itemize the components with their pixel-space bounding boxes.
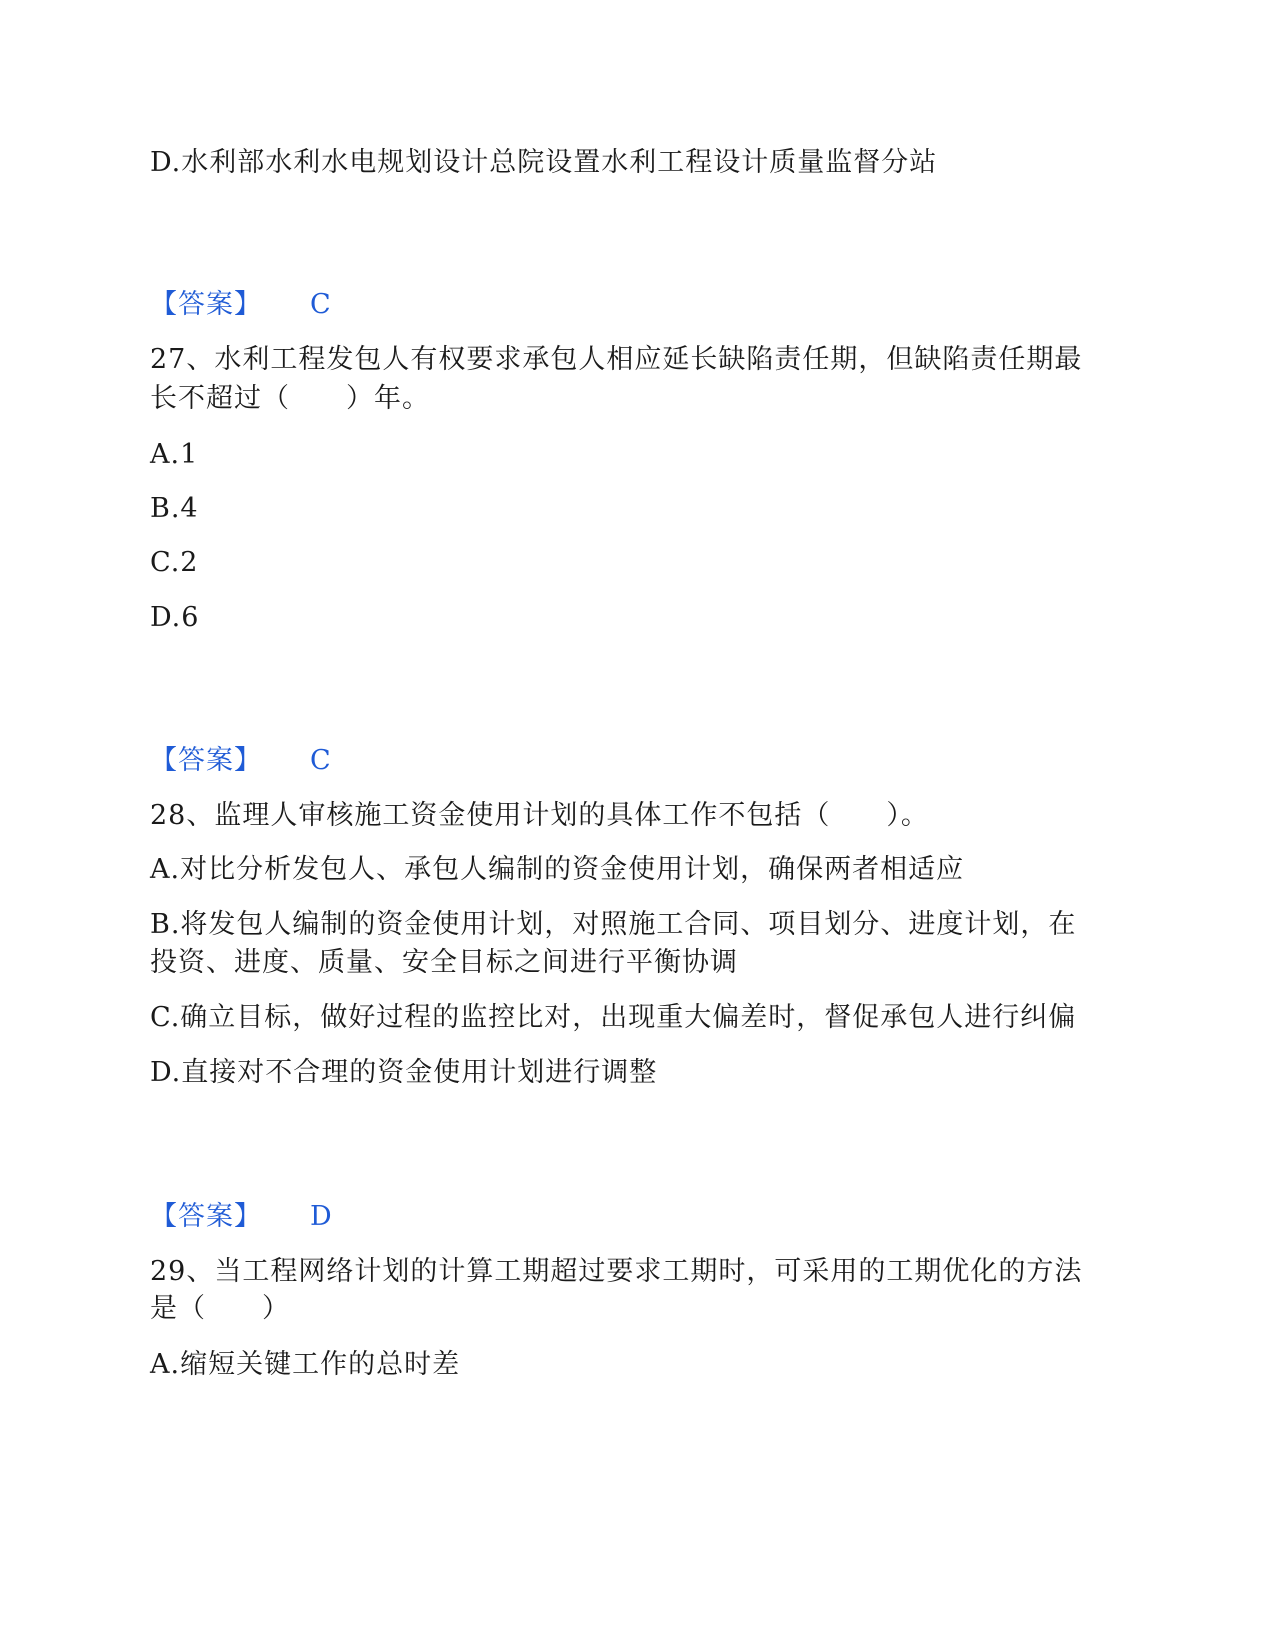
answer-label: 【答案】 [150, 745, 262, 776]
q29-stem-line2: 是（ ） [150, 1293, 290, 1324]
q28-option-b-line2: 投资、进度、质量、安全目标之间进行平衡协调 [150, 947, 738, 978]
q28-stem: 28、监理人审核施工资金使用计划的具体工作不包括（ ）。 [150, 800, 929, 831]
answer-value: C [310, 745, 332, 776]
q27-option-a: A.1 [150, 439, 199, 470]
q29-stem-line1: 29、当工程网络计划的计算工期超过要求工期时，可采用的工期优化的方法 [150, 1256, 1083, 1287]
q28-answer [150, 1197, 333, 1237]
q28-option-d: D.直接对不合理的资金使用计划进行调整 [150, 1057, 658, 1088]
q28-option-c: C.确立目标，做好过程的监控比对，出现重大偏差时，督促承包人进行纠偏 [150, 1002, 1077, 1033]
q28-option-b-line1: B.将发包人编制的资金使用计划，对照施工合同、项目划分、进度计划，在 [150, 909, 1077, 940]
answer-value: C [310, 289, 332, 320]
answer-value: D [310, 1201, 333, 1232]
q27-option-b: B.4 [150, 493, 199, 524]
q27-stem-line1: 27、水利工程发包人有权要求承包人相应延长缺陷责任期，但缺陷责任期最 [150, 344, 1083, 375]
answer-label: 【答案】 [150, 289, 262, 320]
q29-option-a: A.缩短关键工作的总时差 [150, 1349, 461, 1380]
answer-label: 【答案】 [150, 1201, 262, 1232]
prev-answer [150, 285, 332, 325]
q27-stem-line2: 长不超过（ ）年。 [150, 383, 430, 414]
q27-option-c: C.2 [150, 547, 199, 578]
q28-option-a: A.对比分析发包人、承包人编制的资金使用计划，确保两者相适应 [150, 854, 965, 885]
prev-option-d: D.水利部水利水电规划设计总院设置水利工程设计质量监督分站 [150, 147, 938, 178]
q27-option-d: D.6 [150, 602, 200, 633]
q27-answer [150, 741, 332, 781]
